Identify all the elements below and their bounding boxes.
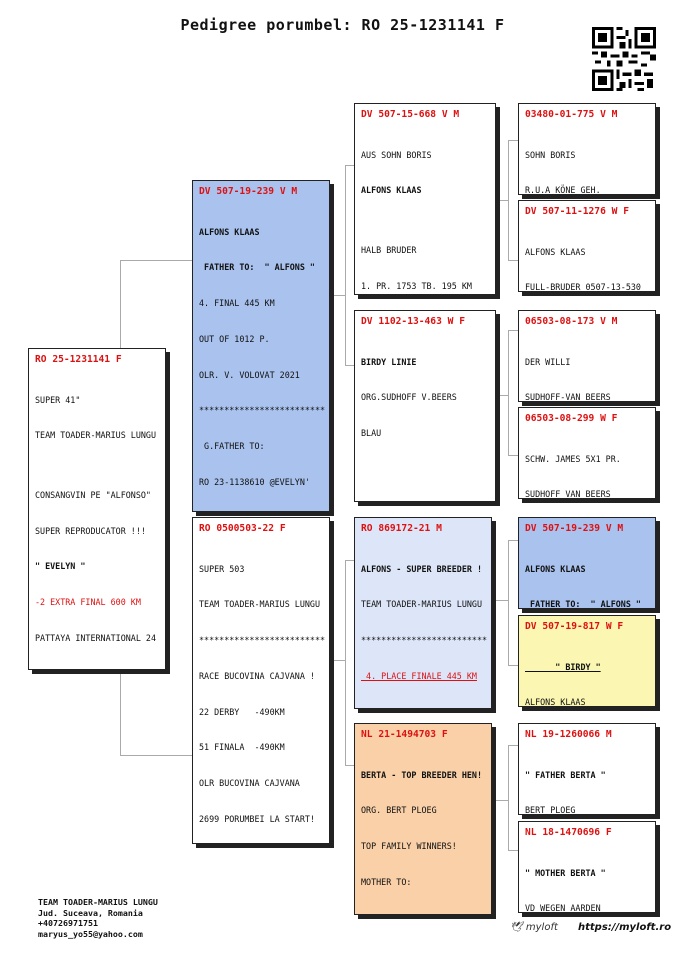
connector-line <box>508 140 509 260</box>
connector-line <box>120 260 192 261</box>
card-line: ALFONS KLAAS <box>525 697 586 707</box>
card-line: 1. PR. 1753 TB. 195 KM <box>361 280 472 291</box>
card-line: " BIRDY " <box>525 661 601 672</box>
card-line: OUT OF 1012 P. <box>199 333 270 344</box>
card-line: ORG. BERT PLOEG <box>361 805 437 816</box>
breeder-name: TEAM TOADER-MARIUS LUNGU <box>38 897 158 907</box>
card-line: ALFONS KLAAS <box>199 226 260 237</box>
connector-line <box>345 165 346 365</box>
card-line: 2699 PORUMBEI LA START! <box>199 813 315 824</box>
website-link[interactable]: https://myloft.ro <box>578 922 672 933</box>
connector-line <box>508 540 518 541</box>
card-line: 22 DERBY -490KM <box>199 706 285 717</box>
great-grandparent-card[interactable] <box>518 723 656 815</box>
card-line: OLR BUCOVINA CAJVANA <box>199 778 300 789</box>
card-line: FATHER TO: " ALFONS " <box>199 262 315 273</box>
connector-line <box>508 745 509 850</box>
paternal-grandmother-card[interactable] <box>354 310 496 502</box>
great-grandparent-card[interactable] <box>518 821 656 913</box>
card-line: R.U.A KÖNE GEH. <box>525 185 601 195</box>
card-line: SUPER REPRODUCATOR !!! <box>35 525 146 536</box>
great-grandparent-id: NL 18-1470696 F <box>525 827 612 838</box>
breeder-location: Jud. Suceava, Romania <box>38 907 143 918</box>
great-grandparent-card[interactable] <box>518 310 656 402</box>
card-line: OLR. V. VOLOVAT 2021 <box>199 369 300 380</box>
connector-line <box>508 745 518 746</box>
card-line: TOP FAMILY WINNERS! <box>361 841 457 852</box>
brand-logo <box>510 922 558 933</box>
breeder-contact <box>38 897 158 939</box>
maternal-grandfather-card[interactable] <box>354 517 492 709</box>
brand-name: myloft <box>525 922 558 933</box>
card-line: SOHN BORIS <box>525 149 576 160</box>
card-line: BLAU <box>361 428 382 439</box>
great-grandparent-id: DV 507-11-1276 W F <box>525 206 629 217</box>
maternal-grandmother-id: NL 21-1494703 F <box>361 729 448 740</box>
card-line: HALB BRUDER <box>361 244 417 255</box>
card-line: 4. FINAL 445 KM <box>199 298 275 309</box>
mother-id: RO 0500503-22 F <box>199 523 286 534</box>
great-grandparent-id: NL 19-1260066 M <box>525 729 612 740</box>
card-line: SUPER 41" <box>35 394 81 405</box>
connector-line <box>508 330 518 331</box>
card-line: MOTHER TO: <box>361 876 412 887</box>
card-line: TEAM TOADER-MARIUS LUNGU <box>361 599 483 610</box>
card-line: ALFONS KLAAS <box>361 185 422 196</box>
card-line: -2 EXTRA FINAL 600 KM <box>35 597 141 608</box>
card-line: ALFONS KLAAS <box>525 563 586 574</box>
great-grandparent-id: 03480-01-775 V M <box>525 109 618 120</box>
card-line: G.FATHER TO: <box>199 441 265 452</box>
card-line: BERTA - TOP BREEDER HEN! <box>361 769 483 780</box>
father-card[interactable] <box>192 180 330 512</box>
connector-line <box>508 330 509 455</box>
paternal-grandmother-id: DV 1102-13-463 W F <box>361 316 465 327</box>
card-line: " EVELYN " <box>35 561 86 572</box>
father-id: DV 507-19-239 V M <box>199 186 298 197</box>
connector-line <box>496 800 508 801</box>
connector-line <box>508 850 518 851</box>
card-line: ORG.SUDHOFF V.BEERS <box>361 392 457 403</box>
card-line: RO 23-1138610 @EVELYN' <box>199 476 310 487</box>
card-line: SUDHOFF-VAN BEERS <box>525 392 611 402</box>
card-line: TEAM TOADER-MARIUS LUNGU <box>35 430 157 441</box>
card-line: FATHER TO: " ALFONS " <box>525 599 641 609</box>
card-line: VD WEGEN AARDEN <box>525 903 601 913</box>
great-grandparent-card[interactable] <box>518 407 656 499</box>
main-pigeon-card[interactable] <box>28 348 166 670</box>
connector-line <box>508 665 518 666</box>
card-line <box>361 707 485 709</box>
card-line: AUS SOHN BORIS <box>361 149 432 160</box>
great-grandparent-card[interactable] <box>518 517 656 609</box>
card-line: ************************* <box>199 635 326 646</box>
great-grandparent-card[interactable] <box>518 200 656 292</box>
qr-code-icon <box>592 27 656 91</box>
connector-line <box>330 295 345 296</box>
connector-line <box>508 260 518 261</box>
great-grandparent-id: 06503-08-299 W F <box>525 413 618 424</box>
card-line: DER WILLI <box>525 356 571 367</box>
main-pigeon-id: RO 25-1231141 F <box>35 354 122 365</box>
great-grandparent-id: DV 507-19-239 V M <box>525 523 624 534</box>
breeder-phone: +40726971751 <box>38 918 98 928</box>
great-grandparent-id: DV 507-19-817 W F <box>525 621 624 632</box>
great-grandparent-card[interactable] <box>518 103 656 195</box>
card-line: SUDHOFF VAN BEERS <box>525 489 611 499</box>
pigeon-icon: 🕊 <box>510 922 523 933</box>
connector-line <box>330 660 345 661</box>
paternal-grandfather-card[interactable] <box>354 103 496 295</box>
connector-line <box>496 200 508 201</box>
card-line: ************************* <box>361 635 488 646</box>
card-line: RACE BUCOVINA CAJVANA ! <box>199 670 315 681</box>
card-line: FULL-BRUDER 0507-13-530 <box>525 282 641 292</box>
card-line: SUPER 503 <box>199 563 245 574</box>
card-line: ************************* <box>199 405 326 416</box>
paternal-grandfather-id: DV 507-15-668 V M <box>361 109 460 120</box>
connector-line <box>508 455 518 456</box>
card-line: BIRDY LINIE <box>361 356 417 367</box>
card-line: ALFONS - SUPER BREEDER ! <box>361 563 483 574</box>
great-grandparent-id: 06503-08-173 V M <box>525 316 618 327</box>
connector-line <box>345 560 346 765</box>
card-line: 4. PLACE FINALE 445 KM <box>361 670 477 681</box>
card-line: 51 FINALA -490KM <box>199 742 285 753</box>
connector-line <box>508 540 509 665</box>
breeder-email[interactable]: maryus_yo55@yahoo.com <box>38 928 143 939</box>
card-line: BERT PLOEG <box>525 805 576 815</box>
mother-card[interactable] <box>192 517 330 844</box>
connector-line <box>508 140 518 141</box>
connector-line <box>120 755 192 756</box>
card-line: CONSANGVIN PE "ALFONSO" <box>35 489 151 500</box>
card-line <box>35 669 159 670</box>
card-line: TEAM TOADER-MARIUS LUNGU <box>199 599 321 610</box>
maternal-grandmother-card[interactable] <box>354 723 492 915</box>
card-line: " FATHER BERTA " <box>525 769 606 780</box>
card-line: ALFONS KLAAS <box>525 246 586 257</box>
card-line <box>361 913 485 915</box>
card-line: PATTAYA INTERNATIONAL 24 <box>35 632 157 643</box>
card-line: " MOTHER BERTA " <box>525 867 606 878</box>
connector-line <box>496 395 508 396</box>
maternal-grandfather-id: RO 869172-21 M <box>361 523 442 534</box>
great-grandparent-card[interactable] <box>518 615 656 707</box>
page-title: Pedigree porumbel: RO 25-1231141 F <box>180 16 505 34</box>
connector-line <box>496 600 508 601</box>
card-line: SCHW. JAMES 5X1 PR. <box>525 453 621 464</box>
